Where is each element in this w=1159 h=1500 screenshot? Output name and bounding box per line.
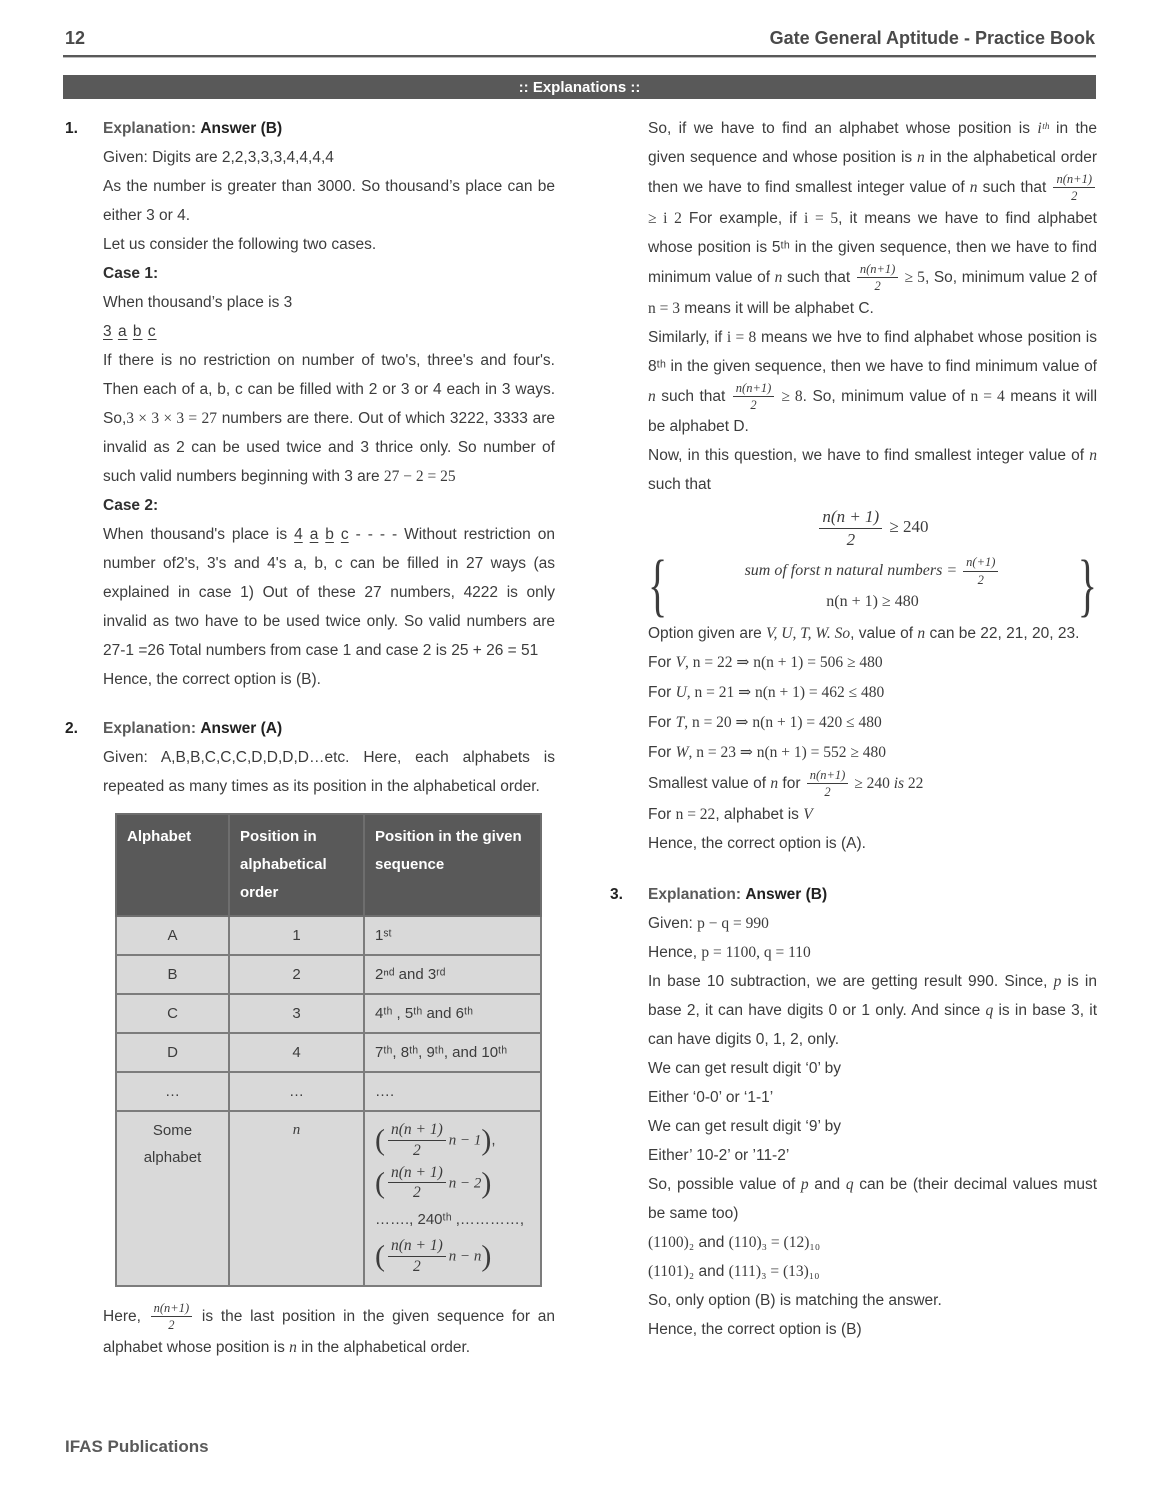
case-line: For W, n = 23 ⇒ n(n + 1) = 552 ≥ 480 [648,744,887,762]
page-number: 12 [65,28,86,48]
paragraph: Smallest value of n for $\frac{n(n+1)}{2}$ ≥ 240 is 22 [648,768,924,800]
answer-label: Answer (B) [745,885,828,903]
paragraph: Now, in this question, we have to find smallest integer value of n such that [648,447,1097,494]
paragraph: When thousand’s place is 3 [103,294,293,311]
cell: … [229,1072,364,1111]
header-position-seq: Position in the given sequence [364,814,541,916]
publisher-footer: IFAS Publications [65,1437,209,1456]
table-row [116,994,541,1033]
case-1-label: Case 1: [103,265,159,282]
cell: 7ᵗʰ, 8ᵗʰ, 9ᵗʰ, and 10ᵗʰ [364,1033,541,1072]
paragraph: Similarly, if i = 8 means we hve to find alphabet whose position is 8ᵗʰ in the given sequence, then we have to find minimum value of n such that $\frac{n(n+1)}{2}$ ≥ 8. So, minimum value of n = 4 means it will be alphabet D. [648,328,1098,436]
paragraph: So, only option (B) is matching the answer. [648,1291,942,1309]
explanation-label: Explanation: [103,720,197,737]
equation-line: n(n + 1) ≥ 480 [826,593,919,611]
fraction: $\frac{n(n+1)}{2}$ [151,1301,193,1333]
display-equation: $\frac{n(n + 1)}{2}$ ≥ 240 [648,507,1097,549]
header-alphabet: Alphabet [116,814,229,916]
left-brace: { [648,544,668,624]
paragraph: As the number is greater than 3000. So thousand’s place can be either 3 or 4. [103,178,555,224]
fraction: $\frac{n(n + 1)}{2}$ [388,1237,446,1276]
equation-line: sum of forst n natural numbers = $\frac{n(+1)}{2}$ [667,555,1078,587]
paragraph: So, possible value of p and q can be (their decimal values must be same too) [648,1175,1098,1222]
formula-line: ……., 240ᵗʰ ,…………, [375,1211,525,1229]
paragraph: If there is no restriction on number of two's, three's and four's. Then each of a, b, c can be filled with 2 or 3 or 4 each in 3 ways. So,3 × 3 × 3 = 27 numbers are there. Out of which 3222, 3333 are invalid as 2 can be used twice and 3 thrice only. So number of such valid numbers beginning with 3 are 27 − 2 = 25 [103,352,555,485]
paragraph: Option given are V, U, T, W. So, value of n can be 22, 21, 20, 23. [648,625,1080,643]
cell: A [116,916,229,955]
explanation-heading [103,714,555,743]
case-line: For T, n = 20 ⇒ n(n + 1) = 420 ≤ 480 [648,714,882,732]
paragraph: Given: p − q = 990 [648,914,769,932]
case-line: For V, n = 22 ⇒ n(n + 1) = 506 ≥ 480 [648,654,883,672]
fraction: $\frac{n(n+1)}{2}$ [733,381,775,413]
fraction: $\frac{n(+1)}{2}$ [963,555,998,587]
cell: …. [364,1072,541,1111]
fraction: $\frac{n(n + 1)}{2}$ [388,1164,446,1203]
paragraph: Given: Digits are 2,2,3,3,3,4,4,4,4 [103,149,334,166]
underlined-digits-line: 3 a b c [103,323,157,340]
cell: B [116,955,229,994]
cell: 1 [229,916,364,955]
right-brace: } [1077,544,1097,624]
table-row [116,916,541,955]
paragraph: We can get result digit ‘0’ by [648,1059,841,1077]
cell: 4ᵗʰ , 5ᵗʰ and 6ᵗʰ [364,994,541,1033]
item-number: 2. [65,720,78,737]
fraction: $\frac{n(n+1)}{2}$ [857,262,899,294]
paragraph: In base 10 subtraction, we are getting result 990. Since, p is in base 2, it can have digits 0 or 1 only. And since q is in base 3, it can have digits 0, 1, 2, only. [648,972,1098,1048]
explanation-2 [65,714,555,1362]
paragraph: (1101)₂ and (111)₃ = (13)₁₀ [648,1262,820,1280]
header-position-alpha: Position in alphabetical order [229,814,364,916]
cell-formulas [364,1111,541,1286]
table-header-row [116,814,541,916]
cell: 3 [229,994,364,1033]
formula-line: ( $\frac{n(n + 1)}{2}$ n − 1), [375,1121,496,1159]
explanation-heading [648,880,1097,909]
cell: 2ⁿᵈ and 3ʳᵈ [364,955,541,994]
cell: D [116,1033,229,1072]
conclusion-line: Hence, the correct option is (B). [103,671,321,688]
explanation-label: Explanation: [648,885,742,903]
braced-equation-body [667,555,1078,615]
cell-some-alphabet: Some alphabet [116,1111,229,1286]
book-title: Gate General Aptitude - Practice Book [769,28,1095,48]
cell: C [116,994,229,1033]
table-row [116,955,541,994]
fraction: $\frac{n(n + 1)}{2}$ [388,1121,446,1160]
fraction: $\frac{n(n+1)}{2}$ [1053,172,1095,204]
paragraph: (1100)₂ and (110)₃ = (12)₁₀ [648,1233,821,1251]
right-column [610,114,1098,1344]
answer-label: Answer (B) [200,120,283,137]
fraction: $\frac{n(n+1)}{2}$ [807,768,849,800]
explanation-1 [65,114,555,694]
item-number: 1. [65,120,78,137]
conclusion-line: Hence, the correct option is (B) [648,1320,862,1338]
case-2-label: Case 2: [103,497,159,514]
banner-text: :: Explanations :: [518,78,641,96]
header-rule [63,55,1096,58]
table-row [116,1072,541,1111]
left-column [65,114,555,1362]
cell-n: n [229,1111,364,1286]
paragraph: We can get result digit ‘9’ by [648,1117,841,1135]
paragraph: Here, $\frac{n(n+1)}{2}$ is the last position in the given sequence for an alphabet whose position is n in the alphabetical order. [103,1300,555,1356]
paragraph: Either ‘0-0’ or ‘1-1’ [648,1088,774,1106]
table-row [116,1033,541,1072]
fraction: $\frac{n(n + 1)}{2}$ [819,507,882,549]
cell: 1ˢᵗ [364,916,541,955]
table-row-formula [116,1111,541,1286]
paragraph: So, if we have to find an alphabet whose position is iᵗʰ in the given sequence and whose position is n in the alphabetical order then we have to find smallest integer value of n such that $\frac{n(n+1)}{2}$ ≥ i 2 For example, if i = 5, it means we have to find alphabet whose position is 5ᵗʰ in the given sequence, then we have to find minimum value of n such that $\frac{n(n+1)}{2}$ ≥ 5, So, minimum value 2 of n = 3 means it will be alphabet C. [648,120,1097,317]
explanation-heading [103,114,555,143]
alphabet-position-table [115,813,542,1287]
formula-line: ( $\frac{n(n + 1)}{2}$ n − 2) [375,1163,492,1202]
cell: … [116,1072,229,1111]
cell: 2 [229,955,364,994]
paragraph: Given: A,B,B,C,C,C,D,D,D,D…etc. Here, each alphabets is repeated as many times as its position in the alphabetical order. [103,749,555,795]
explanation-label: Explanation: [103,120,197,137]
paragraph: Either’ 10-2’ or ’11-2’ [648,1146,790,1164]
case-line: For U, n = 21 ⇒ n(n + 1) = 462 ≤ 480 [648,684,885,702]
braced-equation [648,544,1097,624]
paragraph: Let us consider the following two cases. [103,236,377,253]
paragraph: Hence, p = 1100, q = 110 [648,943,811,961]
item-number: 3. [610,885,623,903]
explanation-3 [610,880,1098,1344]
conclusion-line: Hence, the correct option is (A). [648,834,866,852]
formula-line: ( $\frac{n(n + 1)}{2}$ n − n) [375,1237,492,1276]
paragraph: For n = 22, alphabet is V [648,805,813,823]
cell: 4 [229,1033,364,1072]
paragraph: When thousand's place is 4 a b c - - - - Without restriction on number of2's, 3's and 4's a, b, c can be filled in 27 ways (as explained in case 1) Out of these 27 numbers, 4222 is only invalid as two have to be used twice only. So valid numbers are 27-1 =26 Total numbers from case 1 and case 2 is 25 + 26 = 51 [103,526,555,659]
answer-label: Answer (A) [200,720,283,737]
explanations-banner [63,75,1096,99]
